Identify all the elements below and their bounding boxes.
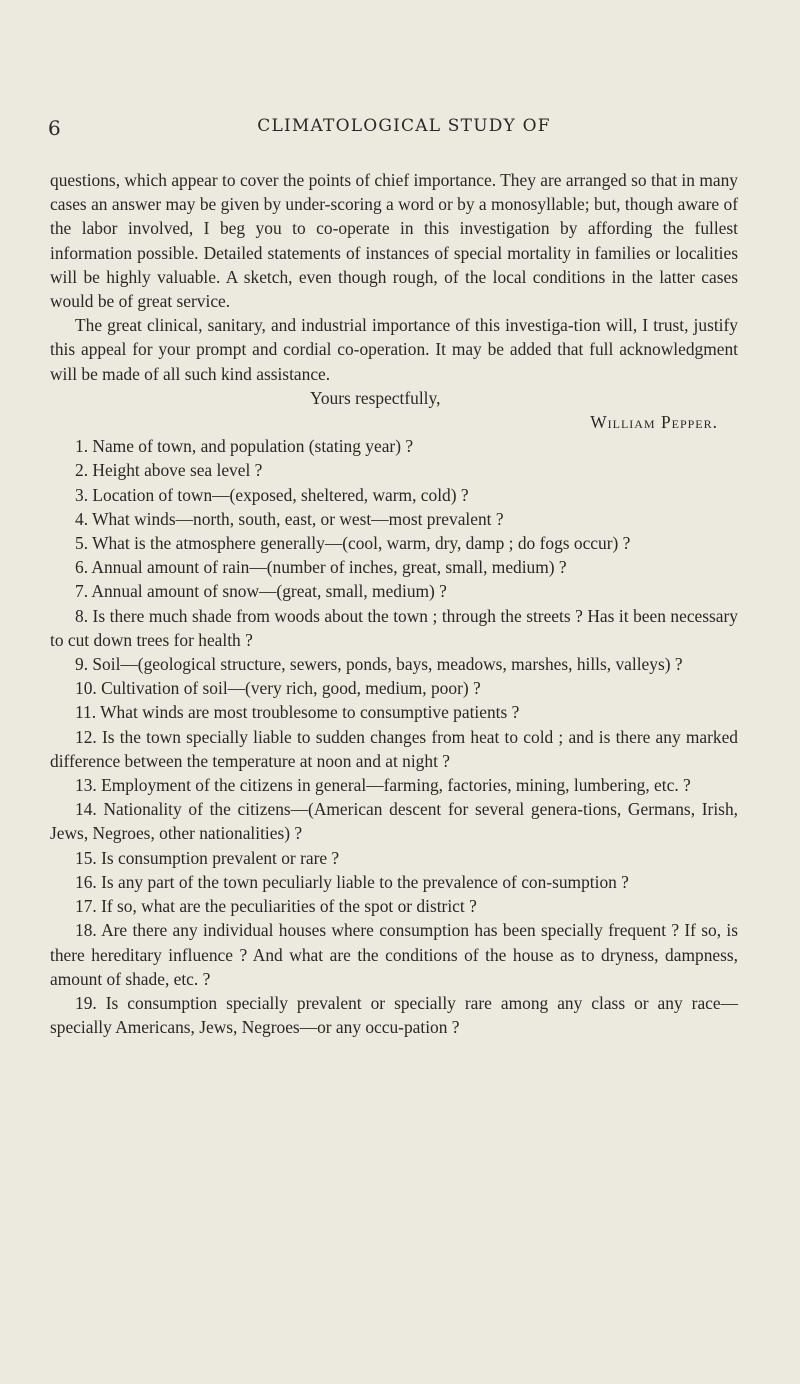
question-item: 4. What winds—north, south, east, or west—most prevalent ? <box>75 508 504 529</box>
page-header <box>48 116 752 146</box>
question-item: 7. Annual amount of snow—(great, small, medium) ? <box>75 581 447 602</box>
question-item: 13. Employment of the citizens in general—farming, factories, mining, lumbering, etc. ? <box>75 775 691 796</box>
running-title: CLIMATOLOGICAL STUDY OF <box>257 116 551 136</box>
page-number: 6 <box>48 116 62 140</box>
intro-paragraph: questions, which appear to cover the points of chief importance. They are arranged so that in many cases an answer may be given by under-scoring a word or by a monosyllable; but, though aware of the labor involved, I beg you to co-operate in this investigation by affording the fullest information possible. Detailed statements of instances of special mortality in families or localities will be highly valuable. A sketch, even though rough, of the local conditions in the latter cases would be of great service. <box>50 170 738 312</box>
question-item: 11. What winds are most troublesome to consumptive patients ? <box>75 702 520 723</box>
question-item: 5. What is the atmosphere generally—(cool, warm, dry, damp ; do fogs occur) ? <box>75 533 631 554</box>
question-item: 10. Cultivation of soil—(very rich, good, medium, poor) ? <box>75 678 481 699</box>
question-item: 6. Annual amount of rain—(number of inches, great, small, medium) ? <box>75 557 567 578</box>
question-item: 17. If so, what are the peculiarities of the spot or district ? <box>75 896 477 917</box>
body-text <box>50 168 738 1039</box>
signature: William Pepper. <box>590 412 718 433</box>
intro-paragraph: The great clinical, sanitary, and industrial importance of this investiga-tion will, I trust, justify this appeal for your prompt and cordial co-operation. It may be added that full acknowledgment will be made of all such kind assistance. <box>50 315 738 384</box>
question-item: 15. Is consumption prevalent or rare ? <box>75 847 340 868</box>
question-item: 16. Is any part of the town peculiarly liable to the prevalence of con-sumption ? <box>75 871 629 892</box>
question-item: 18. Are there any individual houses where consumption has been specially frequent ? If so, is there hereditary influence ? And what are the conditions of the house as to dryness, dampness, amount of shade, etc. ? <box>50 920 738 989</box>
question-item: 12. Is the town specially liable to sudden changes from heat to cold ; and is there any marked difference between the temperature at noon and at night ? <box>50 726 738 771</box>
question-item: 3. Location of town—(exposed, sheltered, warm, cold) ? <box>75 484 469 505</box>
letter-closing: Yours respectfully, <box>310 387 441 408</box>
question-item: 9. Soil—(geological structure, sewers, ponds, bays, meadows, marshes, hills, valleys) ? <box>75 654 683 675</box>
question-item: 19. Is consumption specially prevalent or specially rare among any class or any race—specially Americans, Jews, Negroes—or any occu-pation ? <box>50 992 738 1038</box>
question-item: 14. Nationality of the citizens—(American descent for several genera-tions, Germans, Irish, Jews, Negroes, other nationalities) ? <box>50 799 738 844</box>
question-item: 8. Is there much shade from woods about the town ; through the streets ? Has it been necessary to cut down trees for health ? <box>50 605 738 650</box>
question-item: 1. Name of town, and population (stating year) ? <box>75 436 414 457</box>
question-item: 2. Height above sea level ? <box>75 460 263 481</box>
